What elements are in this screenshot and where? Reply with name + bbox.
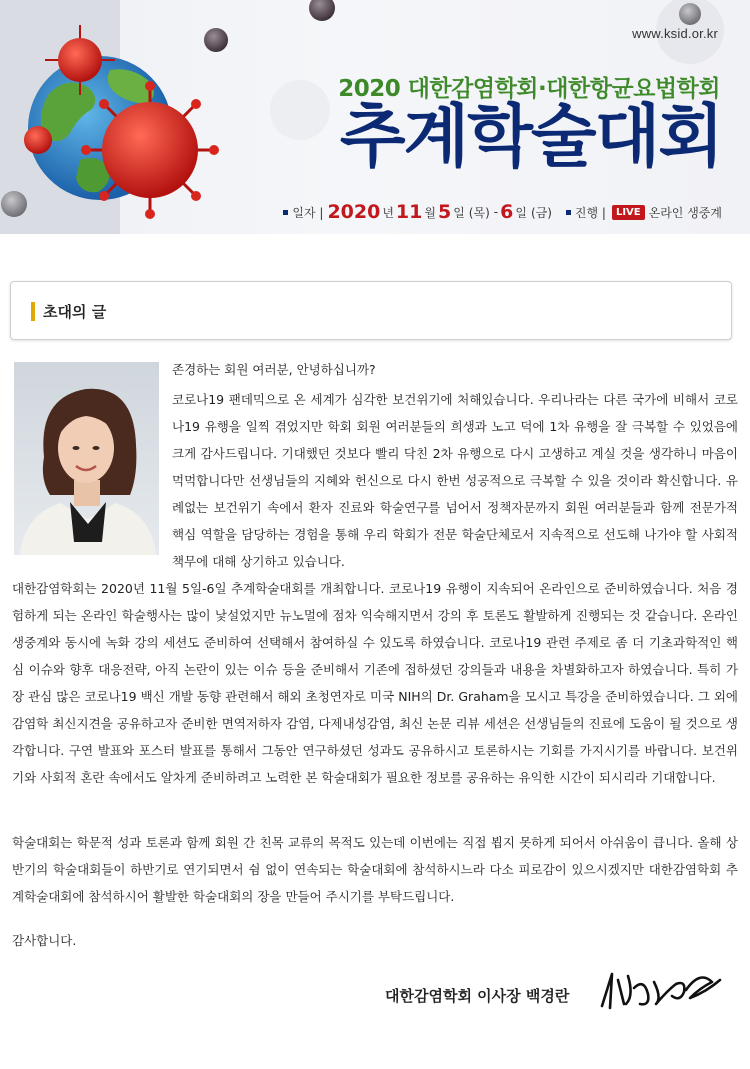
- event-info-line: [283, 198, 722, 226]
- date-month: 11: [395, 201, 423, 223]
- president-portrait: [14, 362, 159, 555]
- date-start-suffix: 일: [453, 205, 465, 220]
- portrait-illustration: [14, 362, 159, 555]
- section-accent-bar: [31, 302, 35, 321]
- header-banner: [0, 0, 750, 234]
- bullet-square-icon: [566, 210, 571, 215]
- handwritten-signature: [598, 966, 726, 1012]
- letter-closing: 감사합니다.: [12, 933, 77, 948]
- date-label: 일자 |: [292, 205, 324, 220]
- progress-label: 진행 |: [574, 205, 606, 220]
- progress-value: 온라인 생중계: [648, 205, 722, 220]
- date-end-suffix: 일: [515, 205, 527, 220]
- date-year-suffix: 년: [382, 205, 394, 220]
- letter-paragraph-2: 대한감염학회는 2020년 11월 5일-6일 추계학술대회를 개최합니다. 코로나19 유행이 지속되어 온라인으로 준비하였습니다. 처음 경험하게 되는 온라인 학술행사는 많이 낯설었지만 뉴노멀에 점차 익숙해지면서 강의 후 토론도 활발하게 진행되는 것 같습니다. 온라인 생중계와 동시에 녹화 강의 세션도 준비하여 선택해서 참여하실 수 있도록 하였습니다. 코로나19 관련 주제로 좀 더 기초과학적인 핵심 이슈와 향후 대응전략, 아직 논란이 있는 이슈 등을 준비해서 기존에 접하셨던 강의들과 내용을 차별화하고자 하였습니다. 특히 가장 관심 많은 코로나19 백신 개발 동향 관련해서 해외 초청연자로 미국 NIH의 Dr. Graham을 모시고 특강을 준비하였습니다. 그 외에 감염학 최신지견을 공유하고자 준비한 면역저하자 감염, 다제내성감염, 최신 논문 리뷰 세션은 선생님들의 진료에 도움이 될 것으로 생각합니다. 구연 발표와 포스터 발표를 통해서 그동안 연구하셨던 성과도 공유하시고 토론하시는 기회를 가지시기를 바랍니다. 보건위기와 사회적 혼란 속에서도 알차게 준비하려고 노력한 본 학술대회가 필요한 정보를 공유하는 유익한 시간이 되시리라 기대합니다.: [12, 581, 738, 785]
- event-subtitle: 2020 대한감염학회·대한항균요법학회: [338, 76, 720, 102]
- letter-paragraph-3: 학술대회는 학문적 성과 토론과 함께 회원 간 친목 교류의 목적도 있는데 이번에는 직접 뵙지 못하게 되어서 아쉬움이 큽니다. 올해 상반기의 학술대회들이 하반기로 연기되면서 쉼 없이 연속되는 학술대회에 참석하시느라 다소 피로감이 있으시겠지만 대한감염학회 추계학술대회에 참석하시어 활발한 학술대회의 장을 만들어 주시기를 부탁드립니다.: [12, 835, 738, 904]
- letter-greeting: 존경하는 회원 여러분, 안녕하십니까?: [172, 362, 376, 377]
- section-title: 초대의 글: [43, 303, 107, 321]
- bullet-square-icon: [283, 210, 288, 215]
- date-start: 5: [437, 201, 452, 223]
- date-month-suffix: 월: [424, 205, 436, 220]
- letter-paragraph-1: 코로나19 팬데믹으로 온 세계가 심각한 보건위기에 처해있습니다. 우리나라는 다른 국가에 비해서 코로나19 유행을 일찍 겪었지만 학회 회원 여러분들의 희생과 노고 덕에 1차 유행을 잘 극복할 수 있었음에 크게 감사드립니다. 기대했던 것보다 빨리 닥친 2차 유행으로 다시 고생하고 계실 것을 생각하니 마음이 먹먹합니다만 선생님들의 지혜와 헌신으로 다시 한번 성공적으로 극복할 수 있을 것이라 확신합니다. 유례없는 보건위기 속에서 환자 진료와 학술연구를 넘어서 정책자문까지 회원 여러분들과 함께 전문가적 핵심 역할을 담당하는 경험을 통해 우리 학회가 전문 학술단체로서 지속적으로 선도해 나가야 할 사회적 책무에 대해 상기하고 있습니다.: [172, 392, 738, 569]
- section-header: [10, 281, 732, 340]
- date-year: 2020: [327, 201, 381, 223]
- signer-name: 대한감염학회 이사장 백경란: [385, 987, 570, 1005]
- site-url[interactable]: www.ksid.or.kr: [632, 26, 718, 41]
- date-end: 6: [500, 201, 514, 223]
- date-start-dow: (목): [468, 205, 490, 220]
- event-title: 추계학술대회: [339, 98, 722, 177]
- date-end-dow: (금): [530, 205, 552, 220]
- live-badge: LIVE: [612, 205, 645, 220]
- date-dash: -: [493, 205, 499, 219]
